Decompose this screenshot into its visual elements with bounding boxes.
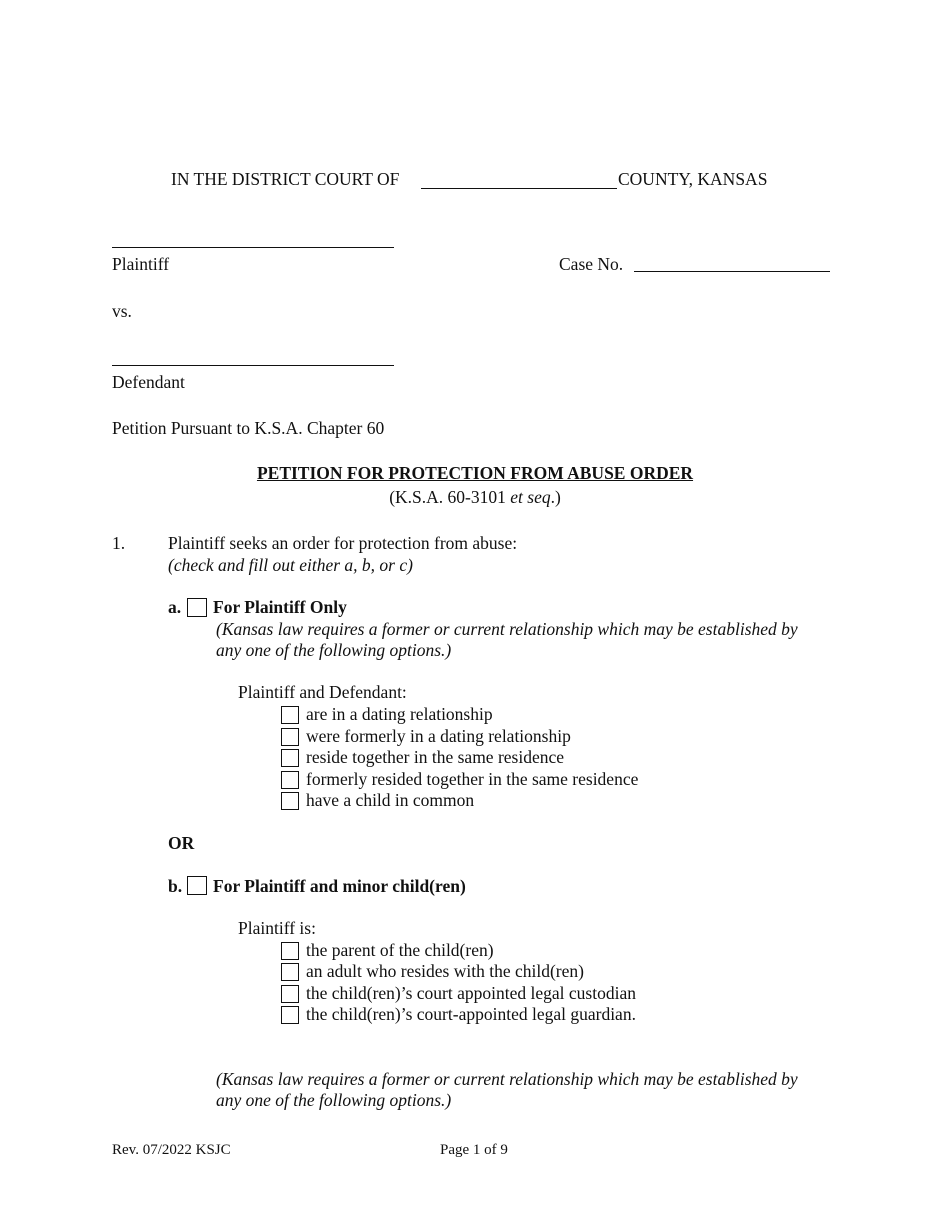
case-no-line[interactable] <box>634 271 830 272</box>
document-title: PETITION FOR PROTECTION FROM ABUSE ORDER <box>256 463 694 483</box>
court-suffix: COUNTY, KANSAS <box>618 169 768 189</box>
pursuant-text: Petition Pursuant to K.S.A. Chapter 60 <box>112 418 385 438</box>
section-instruction: (check and fill out either a, b, or c) <box>168 555 413 575</box>
section-text: Plaintiff seeks an order for protection from abuse: <box>168 533 518 553</box>
option-b-label: For Plaintiff and minor child(ren) <box>213 876 466 896</box>
option-a-item-checkbox[interactable] <box>281 706 299 724</box>
county-blank-line[interactable] <box>421 188 617 189</box>
option-a-item-label: are in a dating relationship <box>306 704 493 724</box>
option-a-item-label: reside together in the same residence <box>306 747 565 767</box>
option-a-item-checkbox[interactable] <box>281 728 299 746</box>
option-b-item-label: the parent of the child(ren) <box>306 940 494 960</box>
option-a-checkbox[interactable] <box>187 598 207 617</box>
option-a-label: For Plaintiff Only <box>213 597 347 617</box>
option-a-item-label: have a child in common <box>306 790 475 810</box>
option-b-checkbox[interactable] <box>187 876 207 895</box>
statute-italic: et seq <box>510 487 551 507</box>
option-b-item-checkbox[interactable] <box>281 942 299 960</box>
option-a-lead: Plaintiff and Defendant: <box>238 682 407 702</box>
statute-suffix: .) <box>550 487 561 507</box>
option-a-item-checkbox[interactable] <box>281 749 299 767</box>
option-b-item-checkbox[interactable] <box>281 1006 299 1024</box>
defendant-name-line[interactable] <box>112 365 394 366</box>
option-a-letter: a. <box>168 597 182 617</box>
option-b-item-checkbox[interactable] <box>281 963 299 981</box>
defendant-label: Defendant <box>112 372 185 392</box>
option-b-lead: Plaintiff is: <box>238 918 316 938</box>
option-b-item-label: the child(ren)’s court-appointed legal guardian. <box>306 1004 636 1024</box>
section-number: 1. <box>112 533 126 553</box>
option-a-note-line2: any one of the following options.) <box>216 640 452 660</box>
option-b-item-label: the child(ren)’s court appointed legal custodian <box>306 983 636 1003</box>
option-a-item-label: were formerly in a dating relationship <box>306 726 571 746</box>
court-prefix: IN THE DISTRICT COURT OF <box>171 169 400 189</box>
plaintiff-name-line[interactable] <box>112 247 394 248</box>
option-b-item-checkbox[interactable] <box>281 985 299 1003</box>
option-b-letter: b. <box>168 876 183 896</box>
vs-label: vs. <box>112 301 132 321</box>
footer-page-number: Page 1 of 9 <box>440 1142 508 1158</box>
case-no-label: Case No. <box>559 254 624 274</box>
statute-reference <box>0 489 950 507</box>
option-a-item-checkbox[interactable] <box>281 771 299 789</box>
statute-prefix: (K.S.A. 60-3101 <box>389 487 511 507</box>
option-b-note-line2: any one of the following options.) <box>216 1090 452 1110</box>
option-b-note-line1: (Kansas law requires a former or current relationship which may be established by <box>216 1069 798 1089</box>
option-b-item-label: an adult who resides with the child(ren) <box>306 961 584 981</box>
footer-revision: Rev. 07/2022 KSJC <box>112 1142 231 1158</box>
or-separator: OR <box>168 833 195 853</box>
option-a-item-checkbox[interactable] <box>281 792 299 810</box>
option-a-item-label: formerly resided together in the same residence <box>306 769 639 789</box>
plaintiff-label: Plaintiff <box>112 254 170 274</box>
option-a-note-line1: (Kansas law requires a former or current relationship which may be established by <box>216 619 798 639</box>
